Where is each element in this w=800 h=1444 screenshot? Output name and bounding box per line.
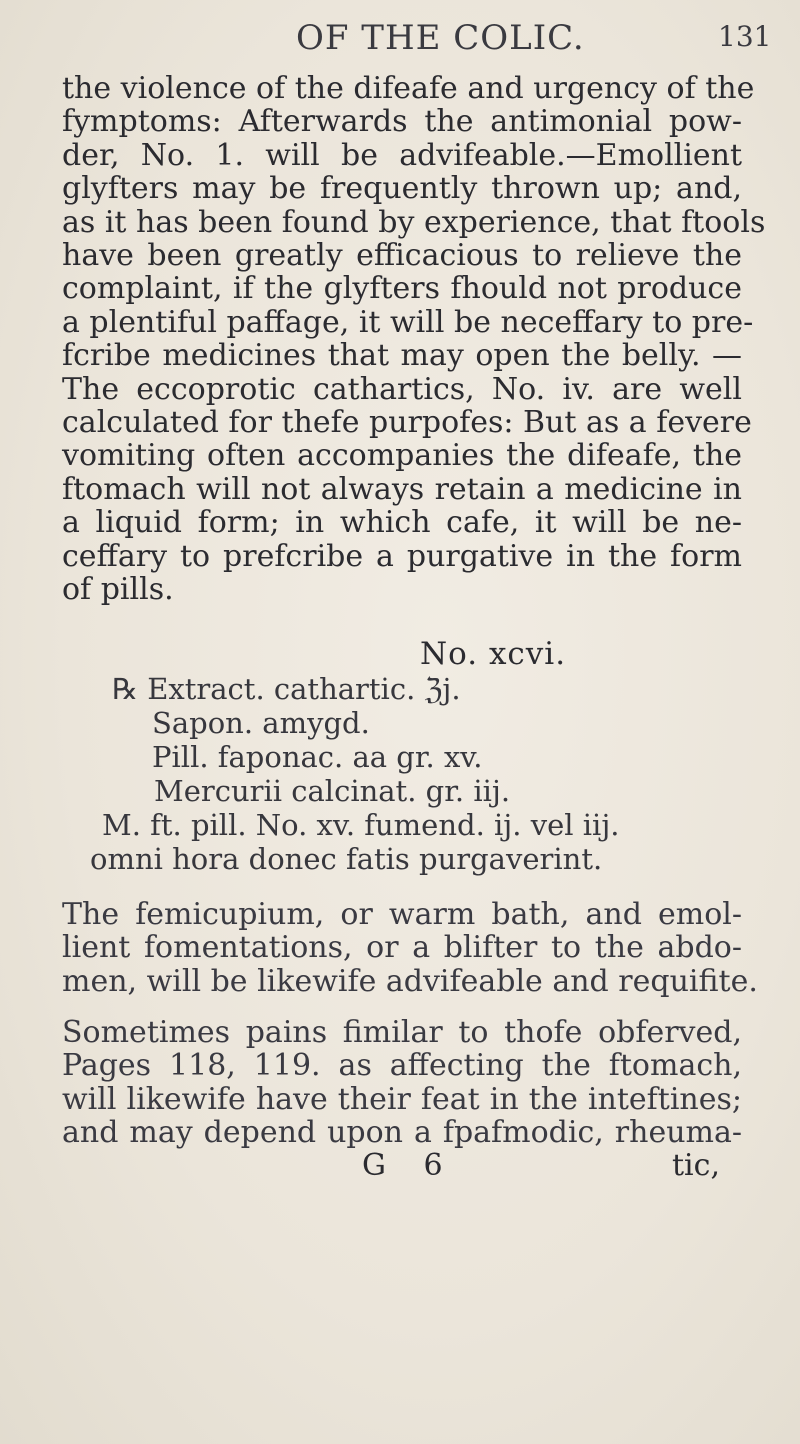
prescription-line: M. ft. pill. No. xv. fumend. ij. vel iij.: [102, 808, 620, 842]
paragraph-semicupium: [62, 897, 758, 999]
text-line: fcribe medicines that may open the belly. —: [62, 338, 742, 374]
text-line: will likewife have their feat in the inteftines;: [62, 1081, 742, 1117]
text-line: ftomach will not always retain a medicine in: [62, 471, 742, 507]
signature-mark: G 6: [362, 1148, 457, 1183]
text-line: ceffary to prefcribe a purgative in the form: [62, 538, 742, 574]
paragraph-colic-treatment: [62, 71, 766, 608]
text-line: a plentiful paffage, it will be neceffary to pre-: [62, 304, 754, 340]
text-line: have been greatly efficacious to relieve the: [62, 238, 742, 274]
text-line: Sometimes pains fimilar to thofe obferved,: [62, 1015, 742, 1050]
prescription-line: Mercurii calcinat. gr. iij.: [154, 774, 511, 808]
prescription-line: ℞ Extract. cathartic. ℨj.: [112, 672, 461, 706]
text-line: lient fomentations, or a blifter to the abdo-: [62, 930, 742, 966]
text-line: a liquid form; in which cafe, it will be ne-: [62, 505, 742, 541]
text-line: men, will be likewife advifeable and requifite.: [62, 963, 758, 999]
text-line: The eccoprotic cathartics, No. iv. are well: [62, 371, 742, 407]
text-line: fymptoms: Afterwards the antimonial pow-: [62, 104, 742, 140]
text-line: Pages 118, 119. as affecting the ftomach,: [62, 1048, 742, 1084]
page-number: 131: [718, 20, 772, 53]
running-head: [0, 18, 800, 58]
text-line: and may depend upon a fpafmodic, rheuma-: [62, 1115, 742, 1151]
text-line: glyfters may be frequently thrown up; and,: [62, 171, 742, 207]
prescription: [90, 672, 750, 876]
text-line: vomiting often accompanies the difeafe, the: [62, 438, 742, 474]
text-line: of pills.: [62, 572, 174, 608]
page-footer: [62, 1148, 742, 1188]
text-line: der, No. 1. will be advifeable.—Emollient: [62, 137, 742, 173]
running-title: OF THE COLIC.: [296, 18, 585, 58]
prescription-line: Pill. faponac. aa gr. xv.: [152, 740, 483, 774]
prescription-line: Sapon. amygd.: [152, 706, 370, 740]
text-line: the violence of the difeafe and urgency of the: [62, 71, 755, 106]
text-line: complaint, if the glyfters fhould not produce: [62, 271, 742, 307]
text-line: as it has been found by experience, that ftools: [62, 204, 766, 240]
text-line: calculated for thefe purpofes: But as a fevere: [62, 405, 752, 441]
catchword: tic,: [672, 1148, 720, 1183]
paragraph-intestinal-pains: [62, 1016, 742, 1150]
prescription-heading: No. xcvi.: [420, 636, 567, 672]
prescription-line: omni hora donec fatis purgaverint.: [90, 842, 603, 876]
text-line: The femicupium, or warm bath, and emol-: [62, 897, 742, 932]
